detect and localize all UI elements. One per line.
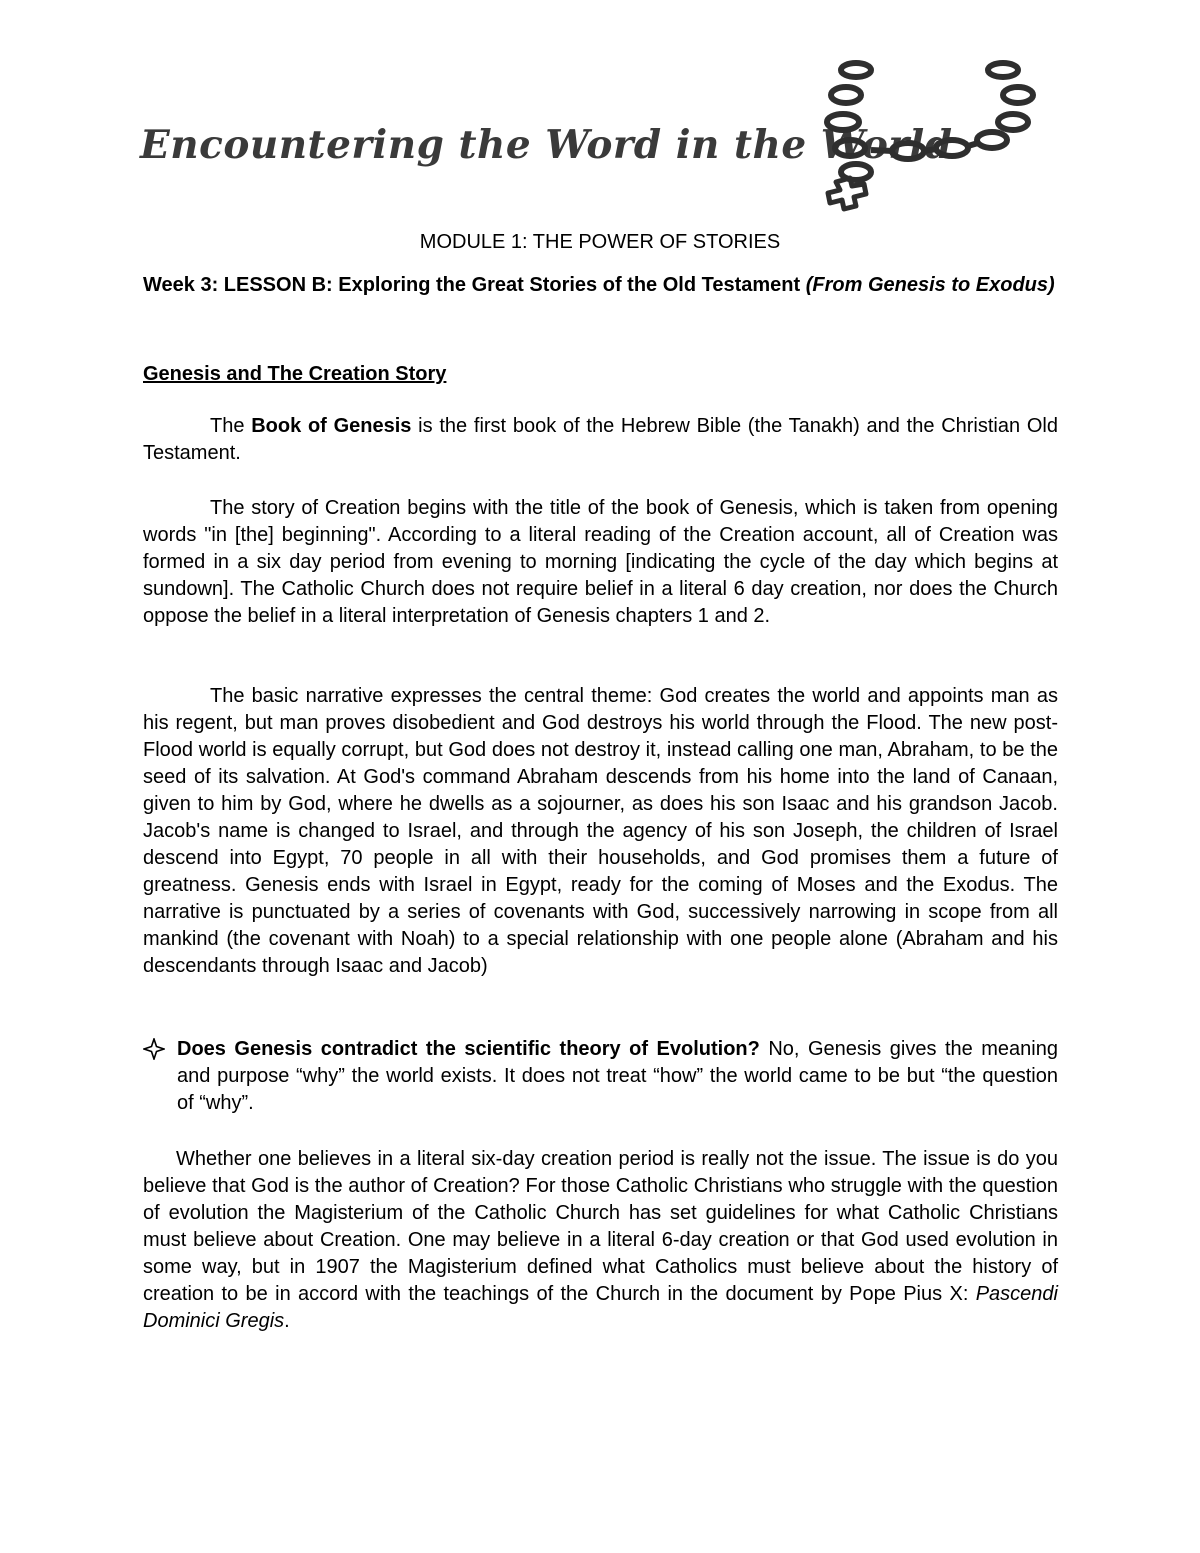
bullet-answer: No, Genesis gives the meaning and purpose “why” the world exists. It does not treat “how” the world came to be but “the question of “why”. bbox=[177, 1038, 1058, 1114]
document-title: Pascendi Dominici Gregis bbox=[143, 1283, 1058, 1332]
paragraph-1-post: is the first book of the Hebrew Bible (the Tanakh) and the Christian Old Testament. bbox=[143, 415, 1058, 464]
paragraph-magisterium bbox=[143, 1146, 1058, 1335]
paragraph-creation-story: The story of Creation begins with the title of the book of Genesis, which is taken from opening words "in [the] beginning". According to a literal reading of the Creation account, all of Creation was formed in a six day period from evening to morning [indicating the cycle of the day which begins at sundown]. The Catholic Church does not require belief in a literal 6 day creation, nor does the Church oppose the belief in a literal interpretation of Genesis chapters 1 and 2. bbox=[143, 497, 1058, 627]
lesson-subtitle: (From Genesis to Exodus) bbox=[805, 274, 1055, 296]
diamond-star-bullet-icon bbox=[143, 1038, 165, 1060]
module-title: MODULE 1: THE POWER OF STORIES bbox=[419, 231, 781, 253]
rosary-icon bbox=[140, 60, 1060, 220]
paragraph-1-pre: The bbox=[210, 415, 252, 437]
paragraph-4-text: Whether one believes in a literal six-day creation period is really not the issue. The issue is do you believe that God is the author of Creation? For those Catholic Christians who struggle with the question of evolution the Magisterium of the Catholic Church has set guidelines for what Catholic Christians must believe about Creation. One may believe in a literal 6-day creation or that God used evolution in some way, but in 1907 the Magisterium defined what Catholics must believe about the history of creation to be in accord with the teachings of the Church in the document by Pope Pius X: bbox=[143, 1148, 1058, 1305]
section-heading: Genesis and The Creation Story bbox=[143, 363, 447, 385]
book-of-genesis-term: Book of Genesis bbox=[251, 415, 412, 437]
lesson-heading bbox=[143, 272, 1058, 299]
bullet-question: Does Genesis contradict the scientific theory of Evolution? bbox=[177, 1038, 760, 1060]
bullet-text bbox=[177, 1036, 1058, 1117]
paragraph-4-end: . bbox=[284, 1310, 290, 1332]
banner-title: Encountering the Word in the World bbox=[140, 122, 953, 168]
paragraph-genesis-intro bbox=[143, 413, 1058, 467]
lesson-title: Week 3: LESSON B: Exploring the Great Stories of the Old Testament bbox=[143, 274, 801, 296]
header-banner bbox=[140, 60, 1060, 220]
paragraph-basic-narrative: The basic narrative expresses the central theme: God creates the world and appoints man as his regent, but man proves disobedient and God destroys his world through the Flood. The new post-Flood world is equally corrupt, but God does not destroy it, instead calling one man, Abraham, to be the seed of its salvation. At God's command Abraham descends from his home into the land of Canaan, given to him by God, where he dwells as a sojourner, as does his son Isaac and his grandson Jacob. Jacob's name is changed to Israel, and through the agency of his son Joseph, the children of Israel descend into Egypt, 70 people in all with their households, and God promises them a future of greatness. Genesis ends with Israel in Egypt, ready for the coming of Moses and the Exodus. The narrative is punctuated by a series of covenants with God, successively narrowing in scope from all mankind (the covenant with Noah) to a special relationship with one people alone (Abraham and his descendants through Isaac and Jacob) bbox=[143, 685, 1058, 977]
